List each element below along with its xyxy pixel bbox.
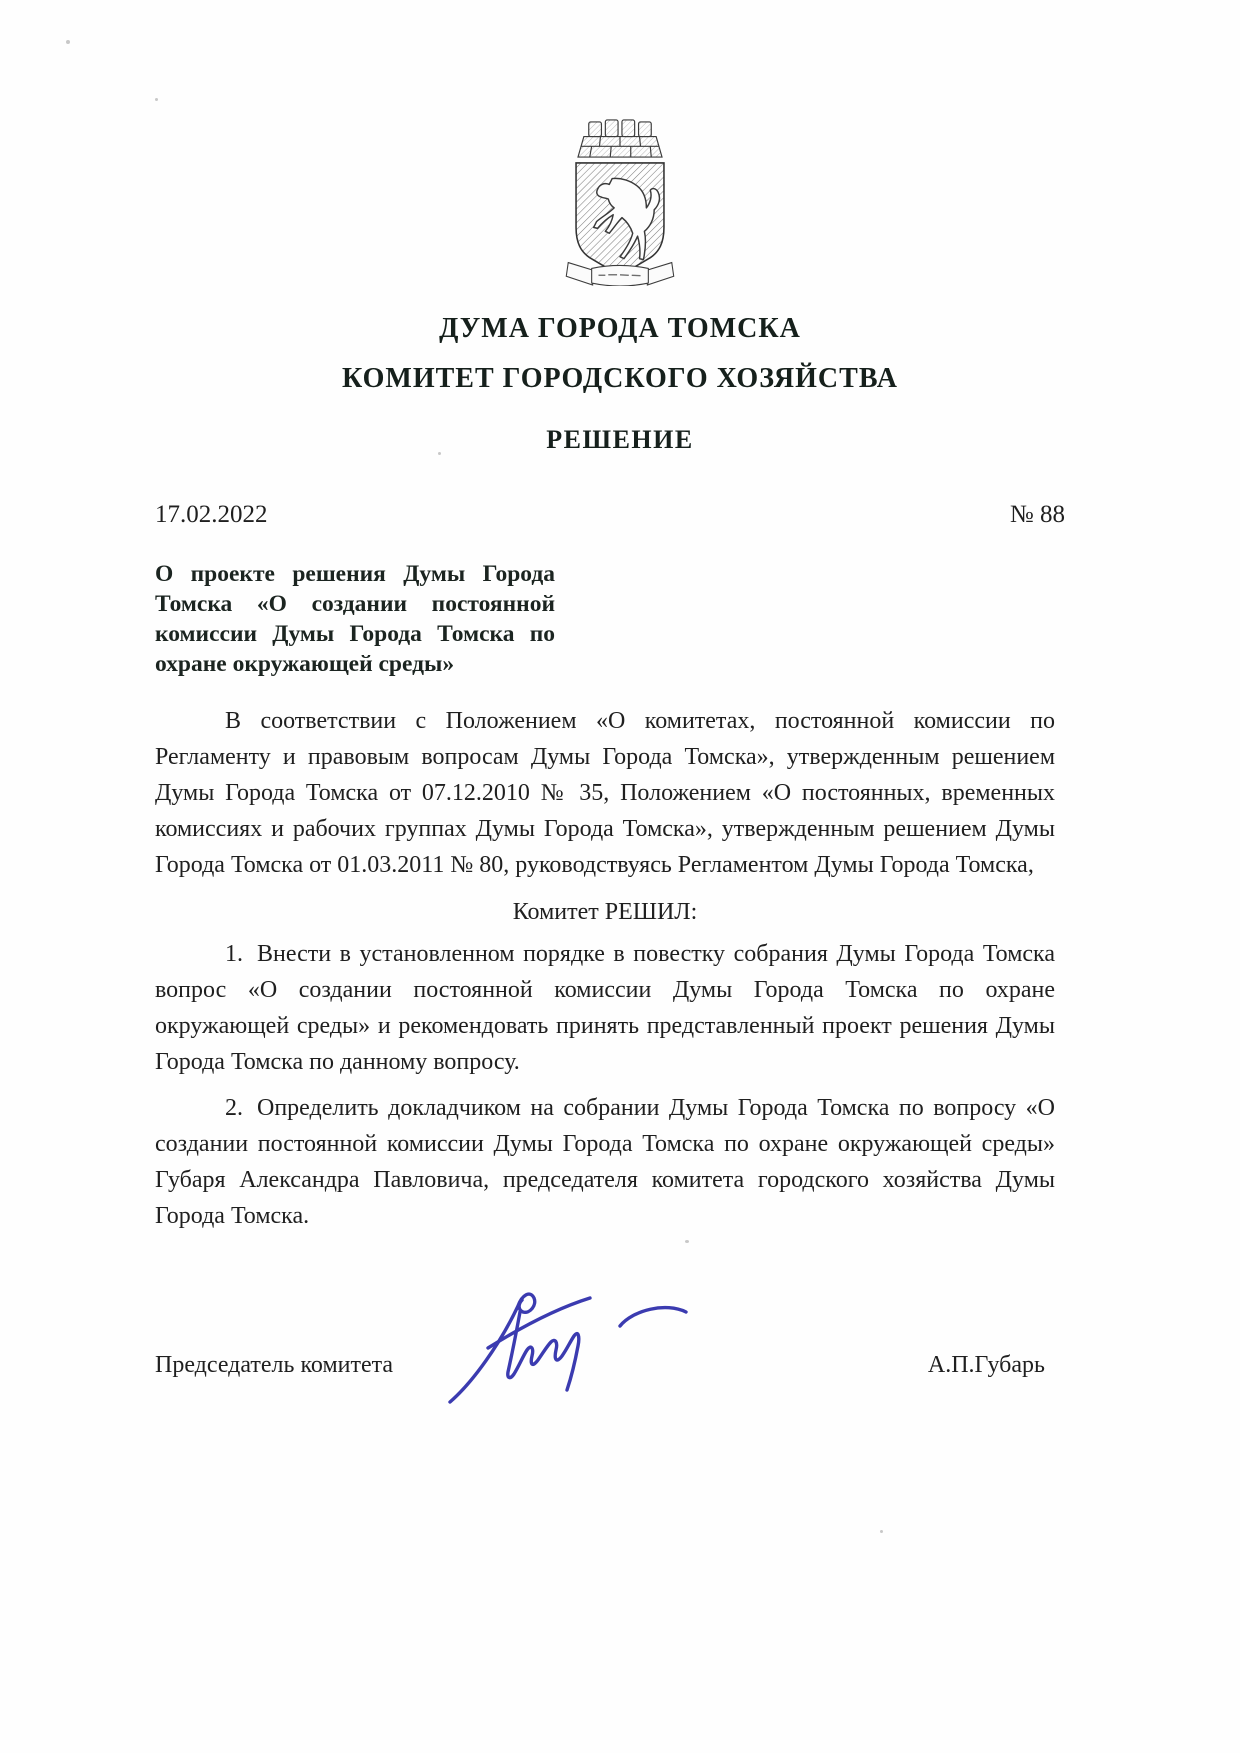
resolution-heading: Комитет РЕШИЛ: (512, 899, 698, 925)
resolution-item-2 (155, 1090, 1055, 1234)
doc-date: 17.02.2022 (155, 501, 268, 528)
scan-speckle (880, 1530, 883, 1533)
preamble-paragraph: В соответствии с Положением «О комитетах, постоянной комиссии по Регламенту и правовым вопросам Думы Города Томска», утвержденным решением Думы Города Томска от 07.12.2010 № 35, Положением «О постоянных, временных комиссиях и рабочих группах Думы Города Томска», утвержденным решением Думы Города Томска от 01.03.2011 № 80, руководствуясь Регламентом Думы Города Томска, (155, 708, 1055, 878)
item-text: Определить докладчиком на собрании Думы Города Томска по вопросу «О создании постоянной комиссии Думы Города Томска по охране окружающей среды» Губаря Александра Павловича, председателя комитета городского хозяйства Думы Города Томска. (155, 1095, 1055, 1229)
signature-title: Председатель комитета (155, 1352, 394, 1378)
item-text: Внести в установленном порядке в повестку собрания Думы Города Томска вопрос «О создании постоянной комиссии Думы Города Томска по охране окружающей среды» и рекомендовать принять представленный проект решения Думы Города Томска по данному вопросу. (155, 941, 1055, 1075)
resolution-item-1 (155, 936, 1055, 1080)
tomsk-coat-of-arms-icon (556, 118, 684, 286)
doc-type-title: РЕШЕНИЕ (546, 425, 694, 454)
item-number: 2. (225, 1095, 243, 1121)
item-number: 1. (225, 941, 243, 967)
subject-block: О проекте решения Думы Города Томска «О создании постоянной комиссии Думы Города Томска по охране окружающей среды» (155, 561, 555, 677)
org-name: ДУМА ГОРОДА ТОМСКА (439, 313, 801, 344)
signature-block (155, 1352, 1045, 1379)
scan-speckle (155, 98, 158, 101)
doc-number: № 88 (1009, 501, 1065, 528)
scan-speckle (685, 1240, 689, 1243)
scan-speckle (438, 452, 441, 455)
emblem-container (0, 0, 1240, 291)
signature-name: А.П.Губарь (927, 1352, 1045, 1378)
scan-speckle (66, 40, 70, 44)
committee-name: КОМИТЕТ ГОРОДСКОГО ХОЗЯЙСТВА (342, 363, 898, 394)
handwritten-signature (428, 1274, 718, 1424)
meta-row (155, 501, 1065, 529)
